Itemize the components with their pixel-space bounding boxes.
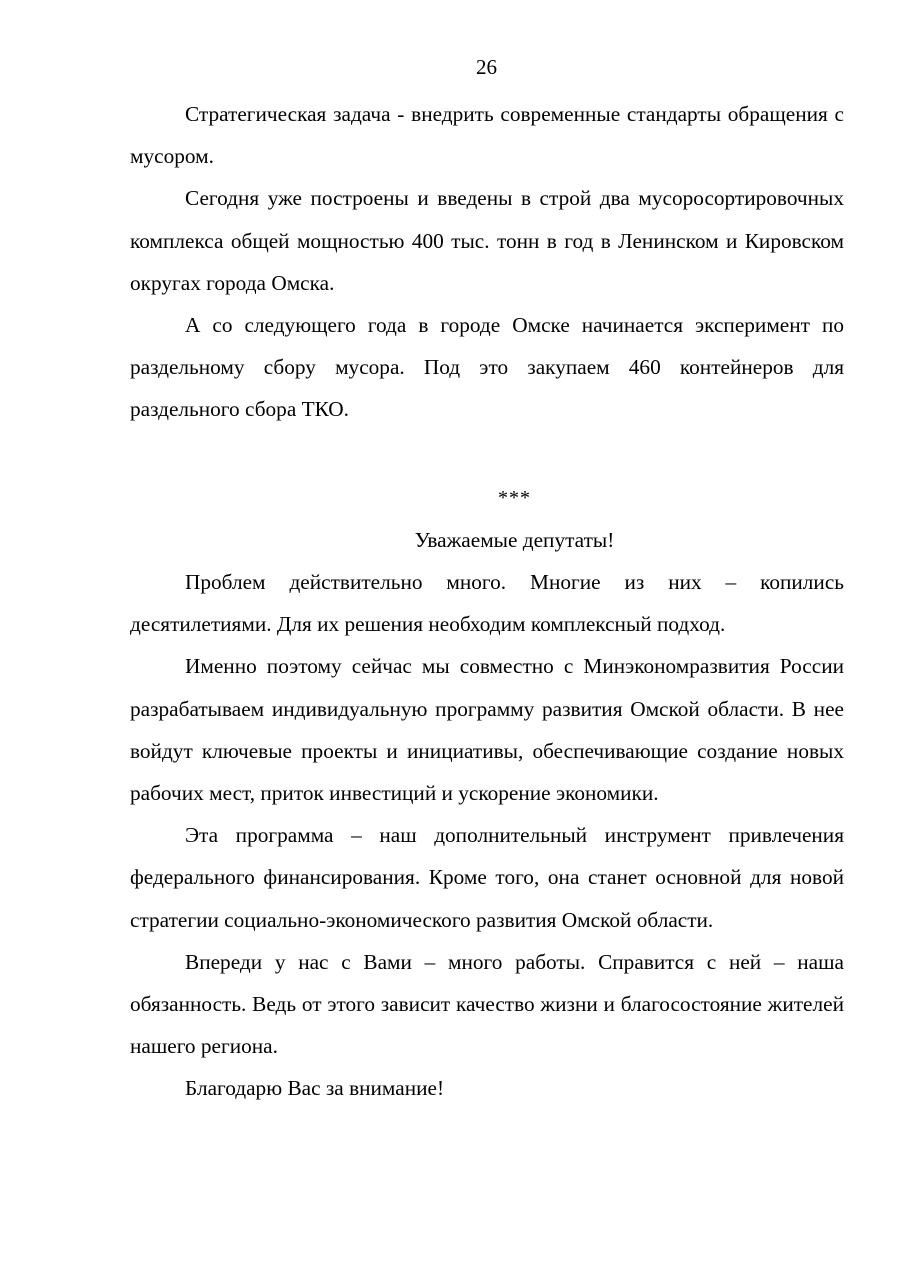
paragraph-sorting-complexes: Сегодня уже построены и введены в строй два мусоросортировочных комплекса общей мощностью 400 тыс. тонн в год в Ленинском и Кировском округах города Омска. <box>130 186 844 295</box>
paragraph-work-ahead: Впереди у нас с Вами – много работы. Справится с ней – наша обязанность. Ведь от этого зависит качество жизни и благосостояние жителей нашего региона. <box>130 949 844 1059</box>
section-gap <box>130 431 844 473</box>
page-number: 26 <box>476 55 497 79</box>
document-body <box>130 93 844 1110</box>
paragraph-strategic-task: Стратегическая задача - внедрить современные стандарты обращения с мусором. <box>130 102 844 169</box>
paragraph-development-program: Именно поэтому сейчас мы совместно с Минэкономразвития России разрабатываем индивидуальную программу развития Омской области. В нее войдут ключевые проекты и инициативы, обеспечивающие создание новых рабочих мест, приток инвестиций и ускорение экономики. <box>130 654 844 806</box>
section-separator: *** <box>498 486 531 509</box>
address-heading: Уважаемые депутаты! <box>414 527 615 552</box>
paragraph-federal-funding: Эта программа – наш дополнительный инструмент привлечения федерального финансирования. Кроме того, она станет основной для новой стратегии социально-экономического развития Омской области. <box>130 823 844 932</box>
paragraph-thanks: Благодарю Вас за внимание! <box>185 1076 445 1101</box>
paragraph-separate-collection: А со следующего года в городе Омске начинается эксперимент по раздельному сбору мусора. Под это закупаем 460 контейнеров для раздельного сбора ТКО. <box>130 313 844 422</box>
paragraph-problems: Проблем действительно много. Многие из них – копились десятилетиями. Для их решения необходим комплексный подход. <box>130 570 844 637</box>
